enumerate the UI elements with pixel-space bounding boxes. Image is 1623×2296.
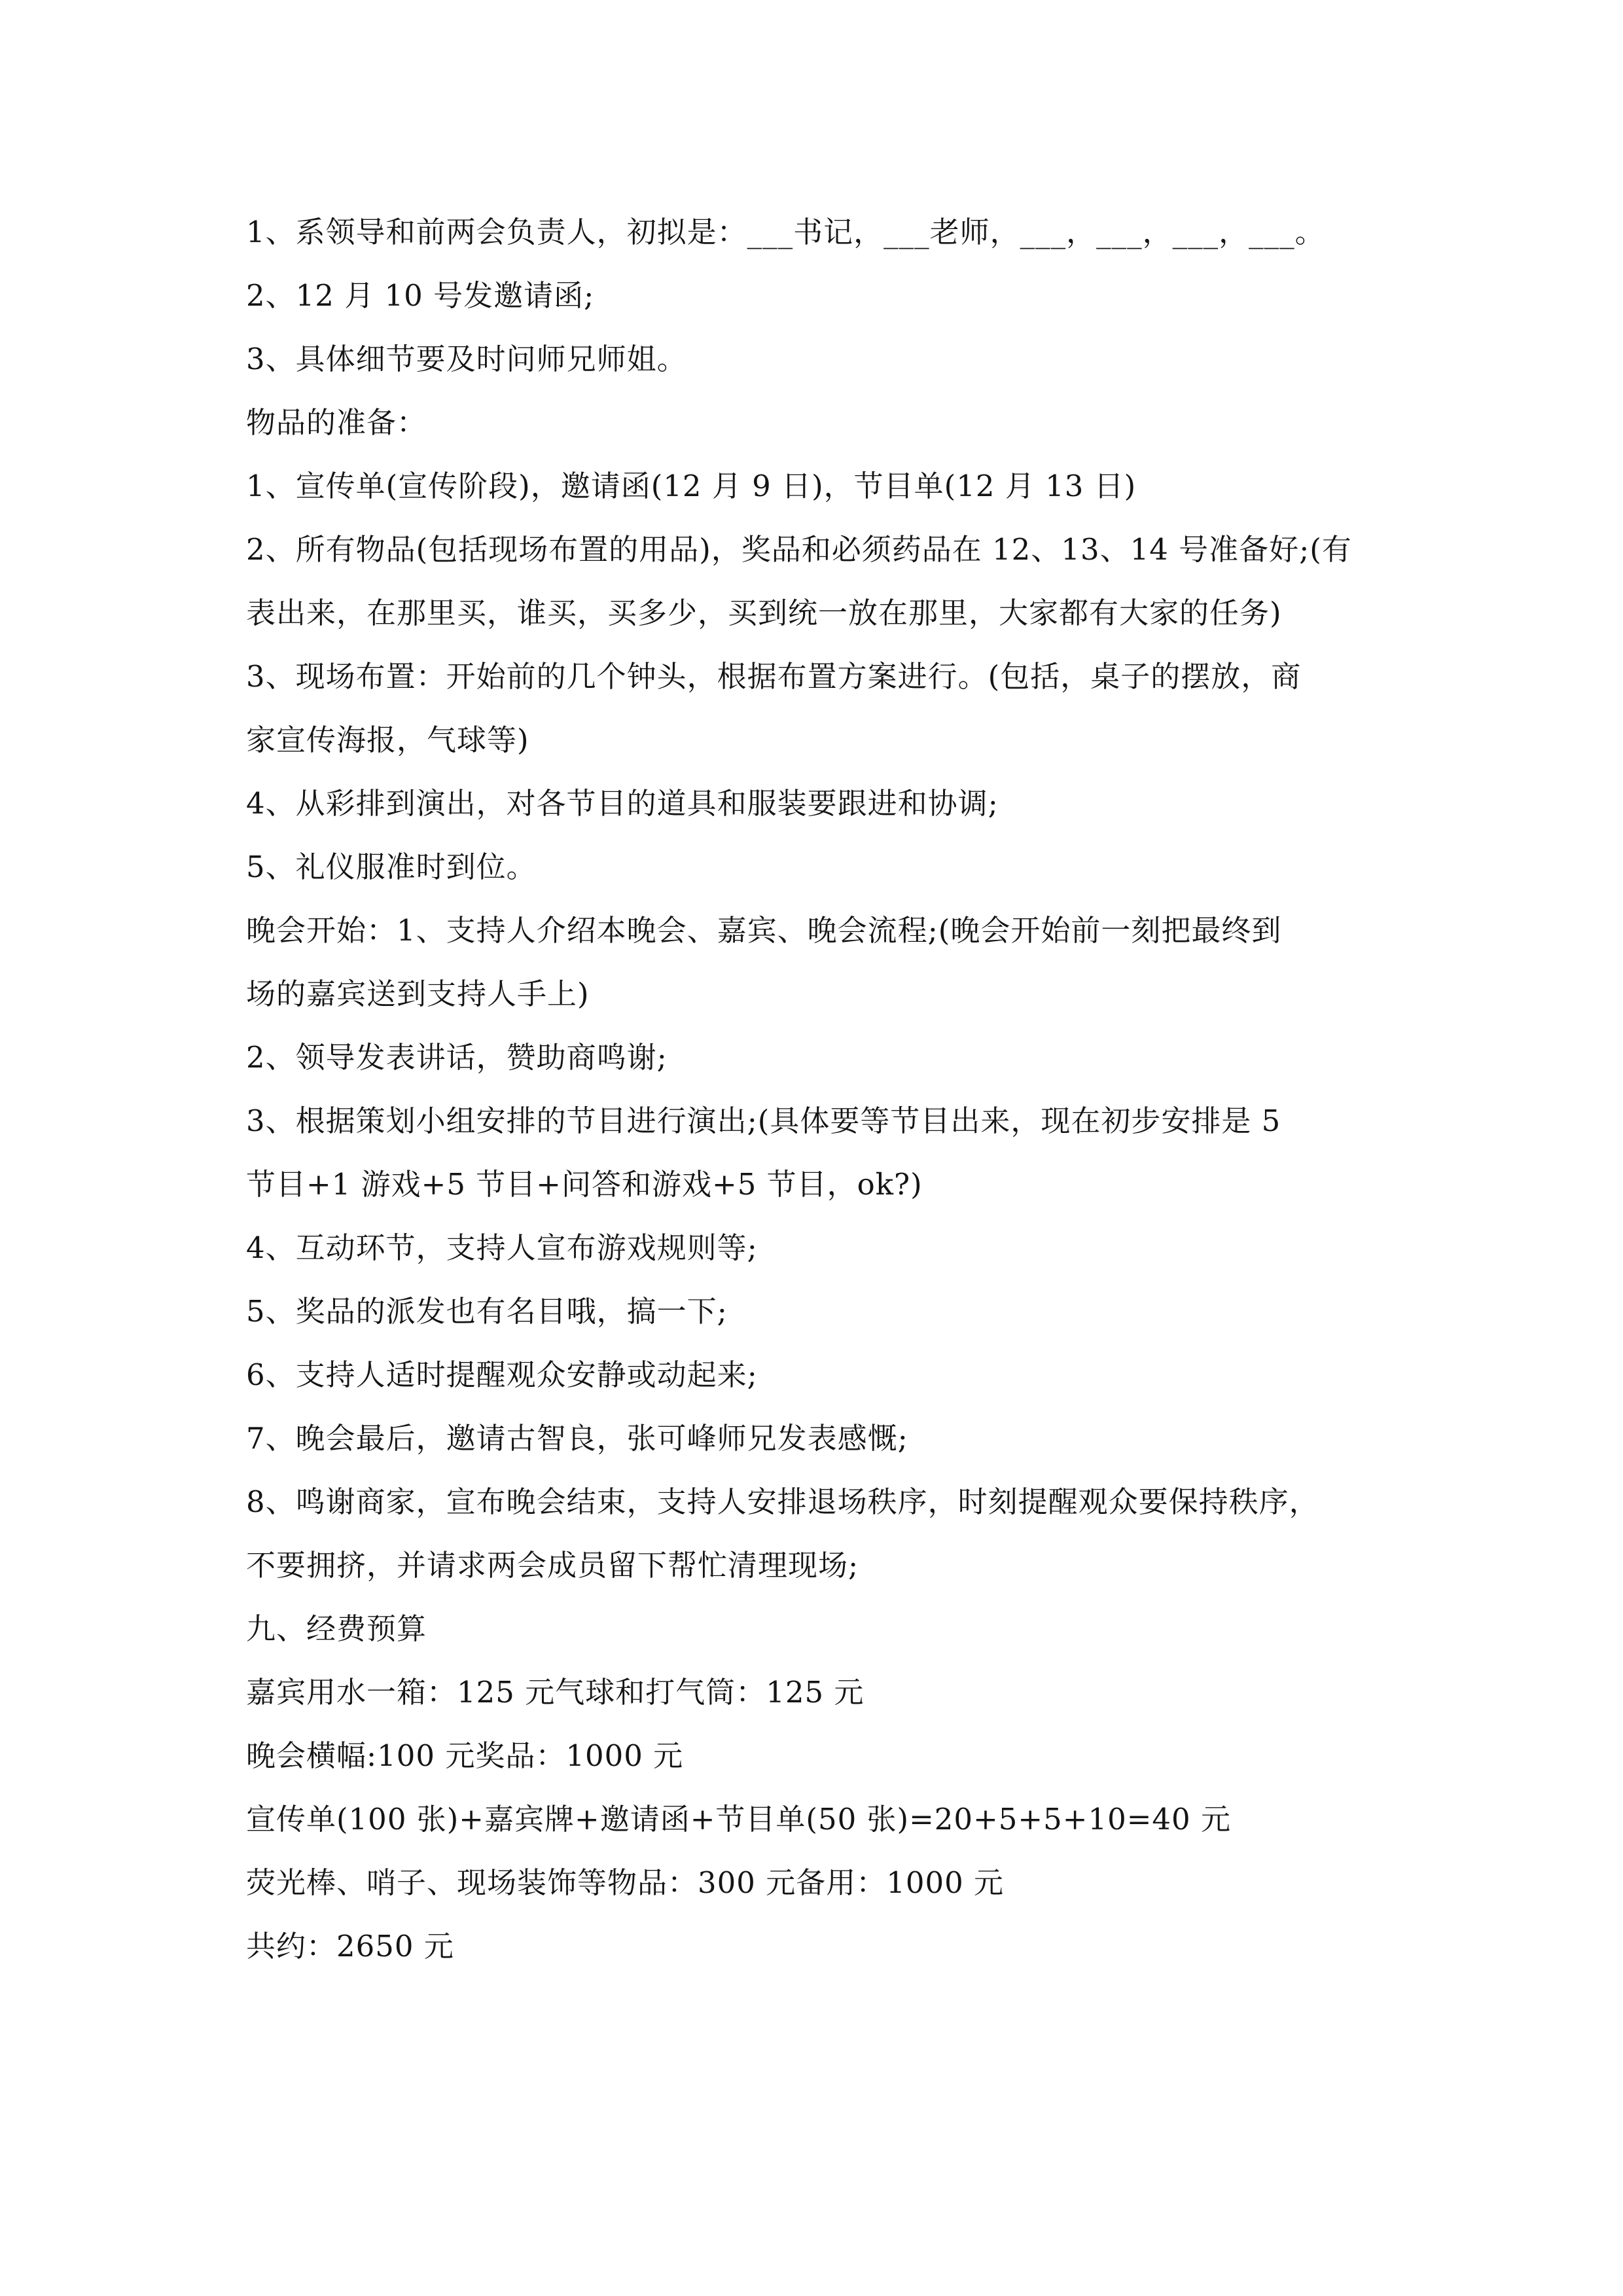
text-line: 4、从彩排到演出，对各节目的道具和服装要跟进和协调; [246,786,999,821]
budget-line: 晚会横幅:100 元奖品：1000 元 [246,1738,684,1773]
text-line: 2、领导发表讲话，赞助商鸣谢; [246,1040,668,1075]
budget-total: 共约：2650 元 [246,1929,454,1964]
section-heading: 九、经费预算 [246,1611,427,1646]
text-line: 3、根据策划小组安排的节目进行演出;(具体要等节目出来，现在初步安排是 5 [246,1103,1281,1138]
text-line: 5、奖品的派发也有名目哦，搞一下; [246,1294,728,1329]
text-line: 7、晚会最后，邀请古智良，张可峰师兄发表感慨; [246,1421,908,1456]
text-line: 场的嘉宾送到支持人手上) [246,977,590,1011]
text-line: 晚会开始：1、支持人介绍本晚会、嘉宾、晚会流程;(晚会开始前一刻把最终到 [246,913,1282,948]
text-line: 8、鸣谢商家，宣布晚会结束，支持人安排退场秩序，时刻提醒观众要保持秩序， [246,1484,1319,1519]
text-line: 3、现场布置：开始前的几个钟头，根据布置方案进行。(包括，桌子的摆放，商 [246,659,1302,694]
budget-line: 宣传单(100 张)+嘉宾牌+邀请函+节目单(50 张)=20+5+5+10=40 元 [246,1802,1231,1837]
text-line: 不要拥挤，并请求两会成员留下帮忙清理现场; [246,1548,859,1583]
budget-line: 荧光棒、哨子、现场装饰等物品：300 元备用：1000 元 [246,1865,1005,1900]
text-line: 5、礼仪服准时到位。 [246,850,537,884]
budget-line: 嘉宾用水一箱：125 元气球和打气筒：125 元 [246,1675,865,1710]
text-line: 表出来，在那里买，谁买，买多少，买到统一放在那里，大家都有大家的任务) [246,596,1282,630]
text-line: 6、支持人适时提醒观众安静或动起来; [246,1357,758,1392]
text-line: 节目+1 游戏+5 节目+问答和游戏+5 节目，ok?) [246,1167,923,1202]
section-heading: 物品的准备： [246,405,427,440]
text-line: 4、互动环节，支持人宣布游戏规则等; [246,1230,758,1265]
text-line: 3、具体细节要及时问师兄师姐。 [246,342,687,376]
text-line: 1、系领导和前两会负责人，初拟是：___书记，___老师，___，___，___，___。 [246,215,1325,249]
text-line: 1、宣传单(宣传阶段)，邀请函(12 月 9 日)，节目单(12 月 13 日) [246,469,1137,503]
document-body [246,200,1411,1978]
text-line: 2、所有物品(包括现场布置的用品)，奖品和必须药品在 12、13、14 号准备好;(有 [246,532,1352,567]
text-line: 2、12 月 10 号发邀请函; [246,278,595,313]
text-line: 家宣传海报，气球等) [246,723,529,757]
